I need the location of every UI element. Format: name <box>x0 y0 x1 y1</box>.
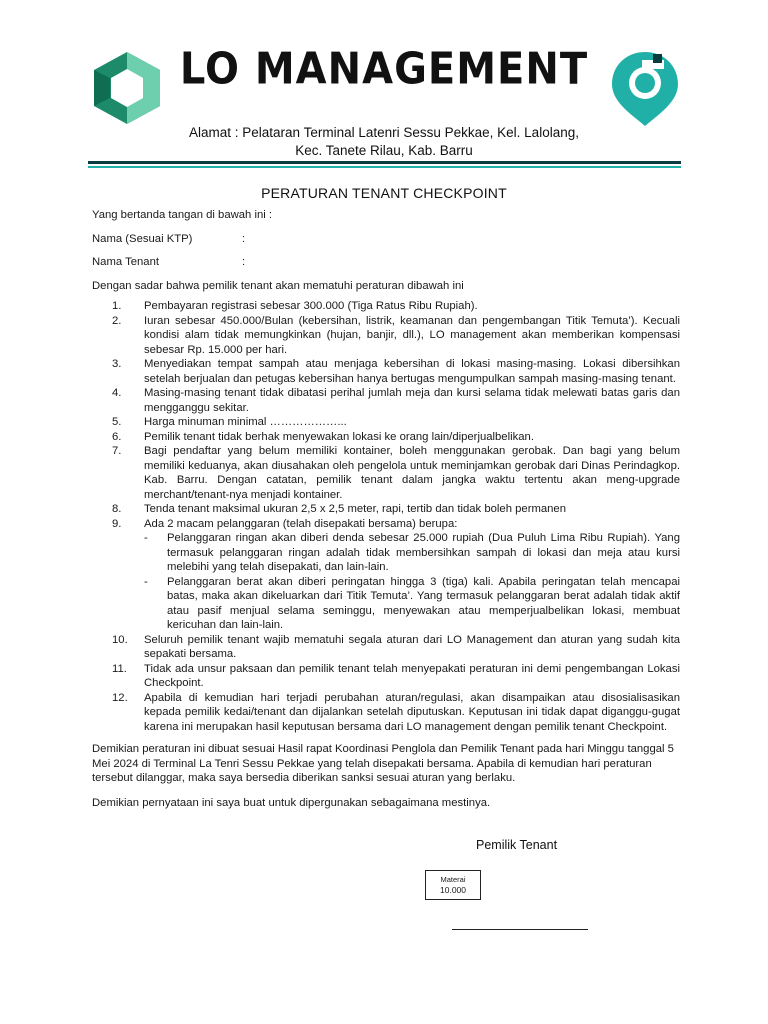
violation-text: Pelanggaran berat akan diberi peringatan hingga 3 (tiga) kali. Apabila peringatan telah mencapai batas, maka akan dikeluarkan dari Titik Temuta’. Yang termasuk pelanggaran berat adalah tidak aktif atau pasif menjual selama seminggu, menyewakan atau memperjualbelikan lokasi, membuat kericuhan dan lain-lain. <box>167 575 680 631</box>
rule-number: 5. <box>112 416 122 428</box>
rule-number: 9. <box>112 517 122 530</box>
rule-text: Pemilik tenant tidak berhak menyewakan lokasi ke orang lain/diperjualbelikan. <box>144 430 534 443</box>
header-divider-dark <box>88 161 681 164</box>
rule-item <box>92 386 680 415</box>
field-tenant-name <box>92 255 680 270</box>
rule-text-block <box>144 517 680 633</box>
rule-text: Ada 2 macam pelanggaran (telah disepakati bersama) berupa: <box>144 517 458 530</box>
intro-text: Yang bertanda tangan di bawah ini : <box>92 209 273 221</box>
document-title: PERATURAN TENANT CHECKPOINT <box>261 185 507 201</box>
rule-number: 2. <box>112 314 122 327</box>
rule-item <box>92 691 680 735</box>
rule-item <box>92 444 680 502</box>
closing-paragraph: Demikian peraturan ini dibuat sesuai Hasil rapat Koordinasi Penglola dan Pemilik Tenant pada hari Minggu tanggal 5 Mei 2024 di Terminal La Tenri Sessu Pekkae yang telah disepakati bersama. Apabila di kemudian hari peraturan tersebut dilanggar, maka saya bersedia diberikan sanksi sesuai aturan yang berlaku. <box>92 743 674 784</box>
document-body <box>92 208 680 810</box>
rule-item <box>92 633 680 662</box>
rule-text: Bagi pendaftar yang belum memiliki kontainer, boleh menggunakan gerobak. Dan bagi yang belum memiliki keduanya, akan diusahakan oleh pengelola untuk meminjamkan gerobak dari Dinas Perindagkop. Kab. Barru. Dengan catatan, pemilik tenant dalam jangka waktu tertentu akan meng-upgrade merchant/tenant-nya menjadi kontainer. <box>144 445 680 501</box>
violation-item <box>144 531 680 575</box>
rule-text: Pembayaran registrasi sebesar 300.000 (Tiga Ratus Ribu Rupiah). <box>144 300 478 312</box>
rule-number: 4. <box>112 387 122 399</box>
rule-number: 10. <box>112 633 128 646</box>
declaration-text: Demikian pernyataan ini saya buat untuk dipergunakan sebagaimana mestinya. <box>92 796 491 809</box>
stamp-amount: 10.000 <box>440 885 466 895</box>
dash-marker: - <box>144 575 148 588</box>
rule-item <box>92 357 680 386</box>
rule-number: 8. <box>112 503 122 515</box>
rule-number: 7. <box>112 445 122 457</box>
rule-text: Harga minuman minimal ………………... <box>144 416 347 428</box>
violations-list <box>144 531 680 633</box>
rule-text: Iuran sebesar 450.000/Bulan (kebersihan, listrik, keamanan dan pengembangan Titik Temuta’). Kecuali kondisi alam tidak memungkinkan (hujan, banjir, dll.), LO management akan memberikan kompensasi sebesar Rp. 15.000 per hari. <box>144 314 680 356</box>
address-line-2: Kec. Tanete Rilau, Kab. Barru <box>295 143 473 158</box>
rule-item <box>92 299 680 314</box>
violation-item <box>144 575 680 633</box>
rule-number: 6. <box>112 430 122 443</box>
signature-line <box>452 929 588 930</box>
stamp-duty-box <box>425 870 481 900</box>
rule-text: Tidak ada unsur paksaan dan pemilik tenant telah menyepakati peraturan ini demi pengembangan Lokasi Checkpoint. <box>144 662 680 689</box>
rule-item <box>92 430 680 445</box>
rule-number: 1. <box>112 300 122 312</box>
organization-name: LO MANAGEMENT <box>179 43 589 95</box>
rule-text: Masing-masing tenant tidak dibatasi perihal jumlah meja dan kursi selama tidak melewati batas garis dan mengganggu sekitar. <box>144 387 680 414</box>
rule-item <box>92 314 680 358</box>
rule-text: Apabila di kemudian hari terjadi perubahan aturan/regulasi, akan disampaikan atau disosialisasikan kepada pemilik kedai/tenant dan dijalankan setelah diputuskan. Keputusan ini tidak dapat diganggu-gugat karena ini merupakan hasil keputusan bersama dari LO management dengan pemilik tenant Checkpoint. <box>144 691 680 733</box>
address <box>0 124 768 160</box>
address-line-1: Alamat : Pelataran Terminal Latenri Sessu Pekkae, Kel. Lalolang, <box>189 125 579 140</box>
field-label: Nama (Sesuai KTP) <box>92 232 193 245</box>
rule-number: 11. <box>112 662 127 675</box>
rule-item <box>92 415 680 430</box>
rule-item <box>92 517 680 633</box>
header-divider-teal <box>88 166 681 168</box>
statement-text: Dengan sadar bahwa pemilik tenant akan mematuhi peraturan dibawah ini <box>92 279 464 292</box>
signature-label: Pemilik Tenant <box>476 838 558 852</box>
rule-number: 3. <box>112 358 122 370</box>
stamp-word: Materai <box>440 875 466 884</box>
rule-item <box>92 502 680 517</box>
rule-text: Tenda tenant maksimal ukuran 2,5 x 2,5 meter, rapi, tertib dan tidak boleh permanen <box>144 503 566 515</box>
violation-text: Pelanggaran ringan akan diberi denda sebesar 25.000 rupiah (Dua Puluh Lima Ribu Rupiah). Yang termasuk pelanggaran ringan adalah tidak membersihkan sampah di lokasi dan meja atau kursi melebihi yang telah disepakati, dan lain-lain. <box>167 532 680 573</box>
rule-text: Menyediakan tempat sampah atau menjaga kebersihan di lokasi masing-masing. Lokasi dibersihkan setelah berjualan dan petugas kebersihan hanya bertugas mengumpulkan sampah masing-masing tenant. <box>144 358 680 385</box>
field-name-ktp <box>92 232 680 247</box>
rule-item <box>92 662 680 691</box>
rule-text: Seluruh pemilik tenant wajib mematuhi segala aturan dari LO Management dan aturan yang sudah kita sepakati bersama. <box>144 633 680 660</box>
field-label: Nama Tenant <box>92 256 159 268</box>
rule-number: 12. <box>112 691 128 704</box>
field-separator: : <box>242 256 246 268</box>
rules-list <box>92 299 680 734</box>
dash-marker: - <box>144 532 148 544</box>
field-separator: : <box>242 232 246 245</box>
